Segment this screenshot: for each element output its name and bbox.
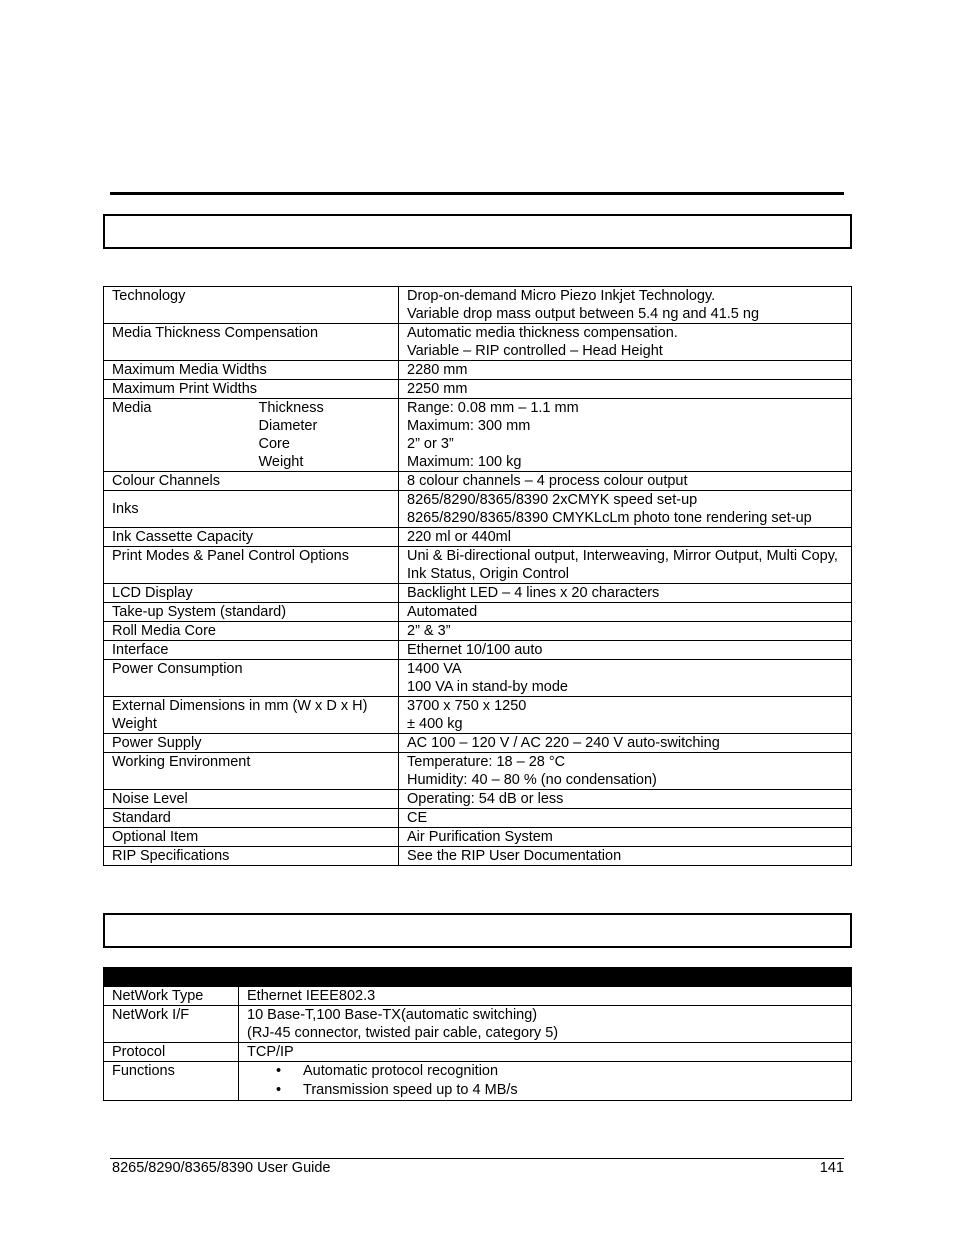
table-row	[104, 399, 852, 472]
footer-title: 8265/8290/8365/8390 User Guide	[112, 1160, 331, 1176]
spec-label: Media Thickness Compensation	[104, 324, 399, 361]
spec-value: 3700 x 750 x 1250 ± 400 kg	[399, 697, 852, 734]
spec-label: Standard	[104, 809, 399, 828]
spec-value: CE	[399, 809, 852, 828]
table-row	[104, 809, 852, 828]
spec-value: AC 100 – 120 V / AC 220 – 240 V auto-switching	[399, 734, 852, 753]
table-row	[104, 790, 852, 809]
spec-value: Operating: 54 dB or less	[399, 790, 852, 809]
spec-label: Maximum Print Widths	[104, 380, 399, 399]
network-label: Protocol	[104, 1043, 239, 1062]
network-label: NetWork I/F	[104, 1006, 239, 1043]
table-header-row	[104, 968, 852, 987]
spec-value: 8 colour channels – 4 process colour output	[399, 472, 852, 491]
network-label: Functions	[104, 1062, 239, 1101]
network-value: TCP/IP	[239, 1043, 852, 1062]
spec-value: 2280 mm	[399, 361, 852, 380]
spec-label: Ink Cassette Capacity	[104, 528, 399, 547]
spec-label: Interface	[104, 641, 399, 660]
spec-label: Media	[104, 399, 251, 472]
table-row	[104, 828, 852, 847]
spec-label: LCD Display	[104, 584, 399, 603]
spec-value: See the RIP User Documentation	[399, 847, 852, 866]
table-row	[104, 472, 852, 491]
network-value: Ethernet IEEE802.3	[239, 987, 852, 1006]
table-row	[104, 734, 852, 753]
spec-label: Maximum Media Widths	[104, 361, 399, 380]
spec-value: Uni & Bi-directional output, Interweaving, Mirror Output, Multi Copy, Ink Status, Origin Control	[399, 547, 852, 584]
header-rule	[110, 192, 844, 195]
section-title-box-network	[103, 913, 852, 948]
spec-label: Print Modes & Panel Control Options	[104, 547, 399, 584]
section-title-box-specifications	[103, 214, 852, 249]
spec-label: Optional Item	[104, 828, 399, 847]
spec-value: 220 ml or 440ml	[399, 528, 852, 547]
table-row	[104, 622, 852, 641]
spec-value: 2” & 3”	[399, 622, 852, 641]
spec-label: Roll Media Core	[104, 622, 399, 641]
spec-label: Colour Channels	[104, 472, 399, 491]
list-item: • Automatic protocol recognition	[303, 1062, 843, 1081]
spec-value: 2250 mm	[399, 380, 852, 399]
spec-value: Backlight LED – 4 lines x 20 characters	[399, 584, 852, 603]
spec-value: Automated	[399, 603, 852, 622]
table-row	[104, 584, 852, 603]
table-row	[104, 847, 852, 866]
spec-value: Range: 0.08 mm – 1.1 mm Maximum: 300 mm 2” or 3” Maximum: 100 kg	[399, 399, 852, 472]
table-row	[104, 603, 852, 622]
footer-rule	[110, 1158, 844, 1159]
network-value: 10 Base-T,100 Base-TX(automatic switching) (RJ-45 connector, twisted pair cable, category 5)	[239, 1006, 852, 1043]
spec-label: RIP Specifications	[104, 847, 399, 866]
spec-value: 8265/8290/8365/8390 2xCMYK speed set-up 8265/8290/8365/8390 CMYKLcLm photo tone rendering set-up	[399, 491, 852, 528]
table-row	[104, 547, 852, 584]
table-row	[104, 1006, 852, 1043]
table-row	[104, 1043, 852, 1062]
table-row	[104, 491, 852, 528]
table-row	[104, 987, 852, 1006]
network-value	[239, 1062, 852, 1101]
network-label: NetWork Type	[104, 987, 239, 1006]
spec-label: Power Consumption	[104, 660, 399, 697]
spec-value: Drop-on-demand Micro Piezo Inkjet Technology. Variable drop mass output between 5.4 ng and 41.5 ng	[399, 287, 852, 324]
spec-label: Power Supply	[104, 734, 399, 753]
spec-label: Noise Level	[104, 790, 399, 809]
table-row	[104, 380, 852, 399]
spec-label: Take-up System (standard)	[104, 603, 399, 622]
spec-label: Working Environment	[104, 753, 399, 790]
list-item: • Transmission speed up to 4 MB/s	[303, 1081, 843, 1100]
spec-value: Air Purification System	[399, 828, 852, 847]
table-row	[104, 361, 852, 380]
table-row	[104, 1062, 852, 1101]
spec-label: Technology	[104, 287, 399, 324]
specifications-table	[103, 286, 852, 866]
spec-label: Inks	[104, 491, 399, 528]
functions-list	[247, 1062, 843, 1100]
network-table	[103, 967, 852, 1101]
table-row	[104, 528, 852, 547]
table-row	[104, 324, 852, 361]
spec-sublabels: Thickness Diameter Core Weight	[251, 399, 399, 472]
table-row	[104, 287, 852, 324]
spec-value: Temperature: 18 – 28 °C Humidity: 40 – 80 % (no condensation)	[399, 753, 852, 790]
table-row	[104, 697, 852, 734]
spec-value: Automatic media thickness compensation. Variable – RIP controlled – Head Height	[399, 324, 852, 361]
page-number: 141	[819, 1160, 844, 1176]
spec-label: External Dimensions in mm (W x D x H) Weight	[104, 697, 399, 734]
table-row	[104, 641, 852, 660]
spec-value: 1400 VA 100 VA in stand-by mode	[399, 660, 852, 697]
table-row	[104, 753, 852, 790]
spec-value: Ethernet 10/100 auto	[399, 641, 852, 660]
table-row	[104, 660, 852, 697]
